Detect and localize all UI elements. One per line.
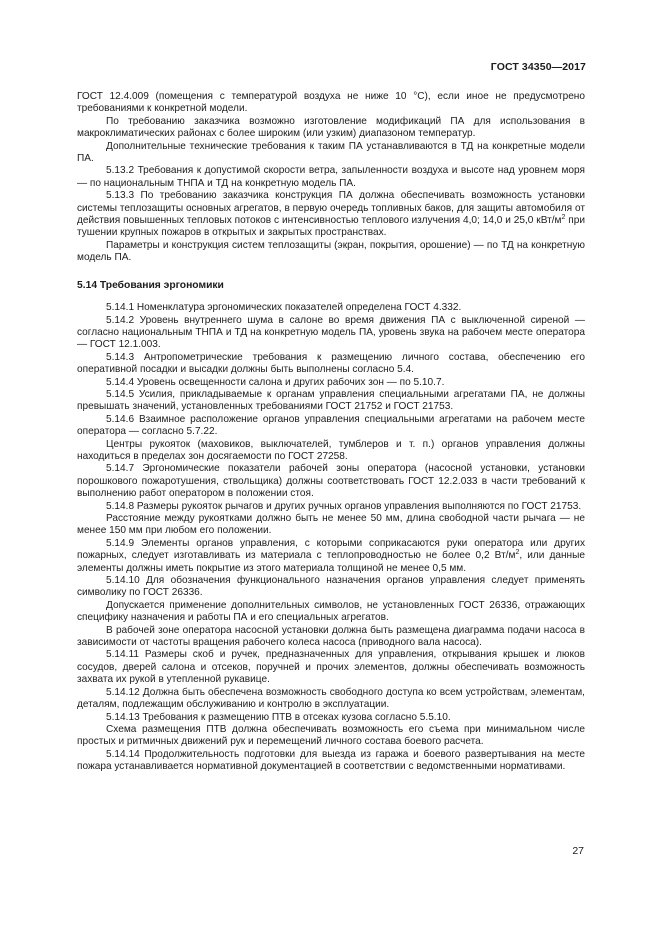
paragraph: Центры рукояток (маховиков, выключателей, тумблеров и т. п.) органов управления должны находиться в пределах зон досягаемости по ГОСТ 27258. xyxy=(77,438,585,462)
superscript: 2 xyxy=(561,214,566,222)
paragraph: Параметры и конструкция систем теплозащиты (экран, покрытия, орошение) — по ТД на конкретную модель ПА. xyxy=(77,239,585,264)
paragraph-text: 5.14.9 Элементы органов управления, с которыми соприкасаются руки оператора или других пожарных, следует изготавливать из материала с теплопроводностью не более 0,2 Вт/м xyxy=(77,537,585,562)
paragraph: 5.14.8 Размеры рукояток рычагов и других ручных органов управления выполняются по ГОСТ 21753. xyxy=(106,500,582,512)
paragraph: 5.14.11 Размеры скоб и ручек, предназначенных для управления, открывания крышек и люков сосудов, дверей салона и отсеков, поручней и прочих элементов, должны обеспечивать возможность захвата их рукой в утепленной рукавице. xyxy=(77,649,585,686)
superscript: 2 xyxy=(515,549,520,557)
paragraph: Допускается применение дополнительных символов, не установленных ГОСТ 26336, отражающих специфику назначения и работы ПА и его специальных агрегатов. xyxy=(77,599,585,624)
paragraph: В рабочей зоне оператора насосной установки должна быть размещена диаграмма подачи насоса в зависимости от частоты вращения рабочего колеса насоса (приводного вала насоса). xyxy=(77,624,585,649)
paragraph: Дополнительные технические требования к таким ПА устанавливаются в ТД на конкретные модели ПА. xyxy=(77,140,585,165)
page-content xyxy=(77,91,585,774)
paragraph-text-tail: , или данные элементы должны иметь покрытие из этого материала толщиной не менее 0,5 мм. xyxy=(77,550,585,574)
paragraph: 5.13.2 Требования к допустимой скорости ветра, запыленности воздуха и высоте над уровнем моря — по национальным ТНПА и ТД на конкретную модель ПА. xyxy=(77,165,585,189)
page-number: 27 xyxy=(572,845,584,857)
document-code: ГОСТ 34350—2017 xyxy=(490,61,586,73)
paragraph: 5.14.6 Взаимное расположение органов управления специальными агрегатами на рабочем месте оператора — согласно 5.7.22. xyxy=(77,413,585,438)
paragraph: Схема размещения ПТВ должна обеспечивать возможность его съема при минимальном числе простых и ритмичных движений рук и перемещений личного состава боевого расчета. xyxy=(77,723,585,748)
paragraph: 5.14.3 Антропометрические требования к размещению личного состава, обеспечению его оперативной посадки и высадки должны быть выполнены согласно 5.4. xyxy=(77,351,585,376)
paragraph: 5.14.5 Усилия, прикладываемые к органам управления специальными агрегатами ПА, не должны превышать значений, установленных требованиями ГОСТ 21752 и ГОСТ 21753. xyxy=(77,388,585,413)
paragraph: 5.14.13 Требования к размещению ПТВ в отсеках кузова согласно 5.5.10. xyxy=(106,711,451,723)
paragraph: 5.14.7 Эргономические показатели рабочей зоны оператора (насосной установки, установки порошкового пожаротушения, ствольщика) должны соответствовать ГОСТ 12.2.033 в части требований к выполнению работ оператором в положении стоя. xyxy=(77,463,585,500)
section-heading: 5.14 Требования эргономики xyxy=(77,279,224,291)
paragraph-5-14-9 xyxy=(77,538,585,575)
paragraph: 5.14.2 Уровень внутреннего шума в салоне во время движения ПА с выключенной сиреной — согласно национальным ТНПА и ТД на конкретную модель ПА, уровень звука на рабочем месте оператора — ГОСТ 12.1.003. xyxy=(77,314,585,351)
paragraph: 5.14.10 Для обозначения функционального назначения органов управления следует применять символику по ГОСТ 26336. xyxy=(77,575,585,599)
paragraph-text-tail: при тушении крупных пожаров в открытых и закрытых пространствах. xyxy=(77,215,585,239)
paragraph: 5.14.12 Должна быть обеспечена возможность свободного доступа ко всем устройствам, элементам, деталям, подлежащим обслуживанию и контролю в эксплуатации. xyxy=(77,686,585,711)
paragraph: По требованию заказчика возможно изготовление модификаций ПА для использования в макроклиматических районах с более широким (или узким) диапазоном температур. xyxy=(77,115,585,140)
paragraph-text: 5.13.3 По требованию заказчика конструкция ПА должна обеспечивать возможность установки системы теплозащиты основных агрегатов, в первую очередь топливных баков, для защиты автомобиля от действия повышенных тепловых потоков с интенсивностью теплового излучения 4,0; 14,0 и 25,0 кВт/м xyxy=(77,190,585,227)
paragraph-5-13-3 xyxy=(77,190,585,240)
paragraph: Расстояние между рукоятками должно быть не менее 50 мм, длина свободной части рычага — не менее 150 мм при любом его положении. xyxy=(77,513,585,537)
paragraph: 5.14.14 Продолжительность подготовки для выезда из гаража и боевого развертывания на месте пожара устанавливается нормативной документацией в соответствии с ведомственными нормативами. xyxy=(77,748,585,773)
paragraph: 5.14.4 Уровень освещенности салона и других рабочих зон — по 5.10.7. xyxy=(106,376,445,388)
paragraph: ГОСТ 12.4.009 (помещения с температурой воздуха не ниже 10 °С), если иное не предусмотрено требованиями к конкретной модели. xyxy=(77,91,585,115)
paragraph: 5.14.1 Номенклатура эргономических показателей определена ГОСТ 4.332. xyxy=(106,302,462,314)
